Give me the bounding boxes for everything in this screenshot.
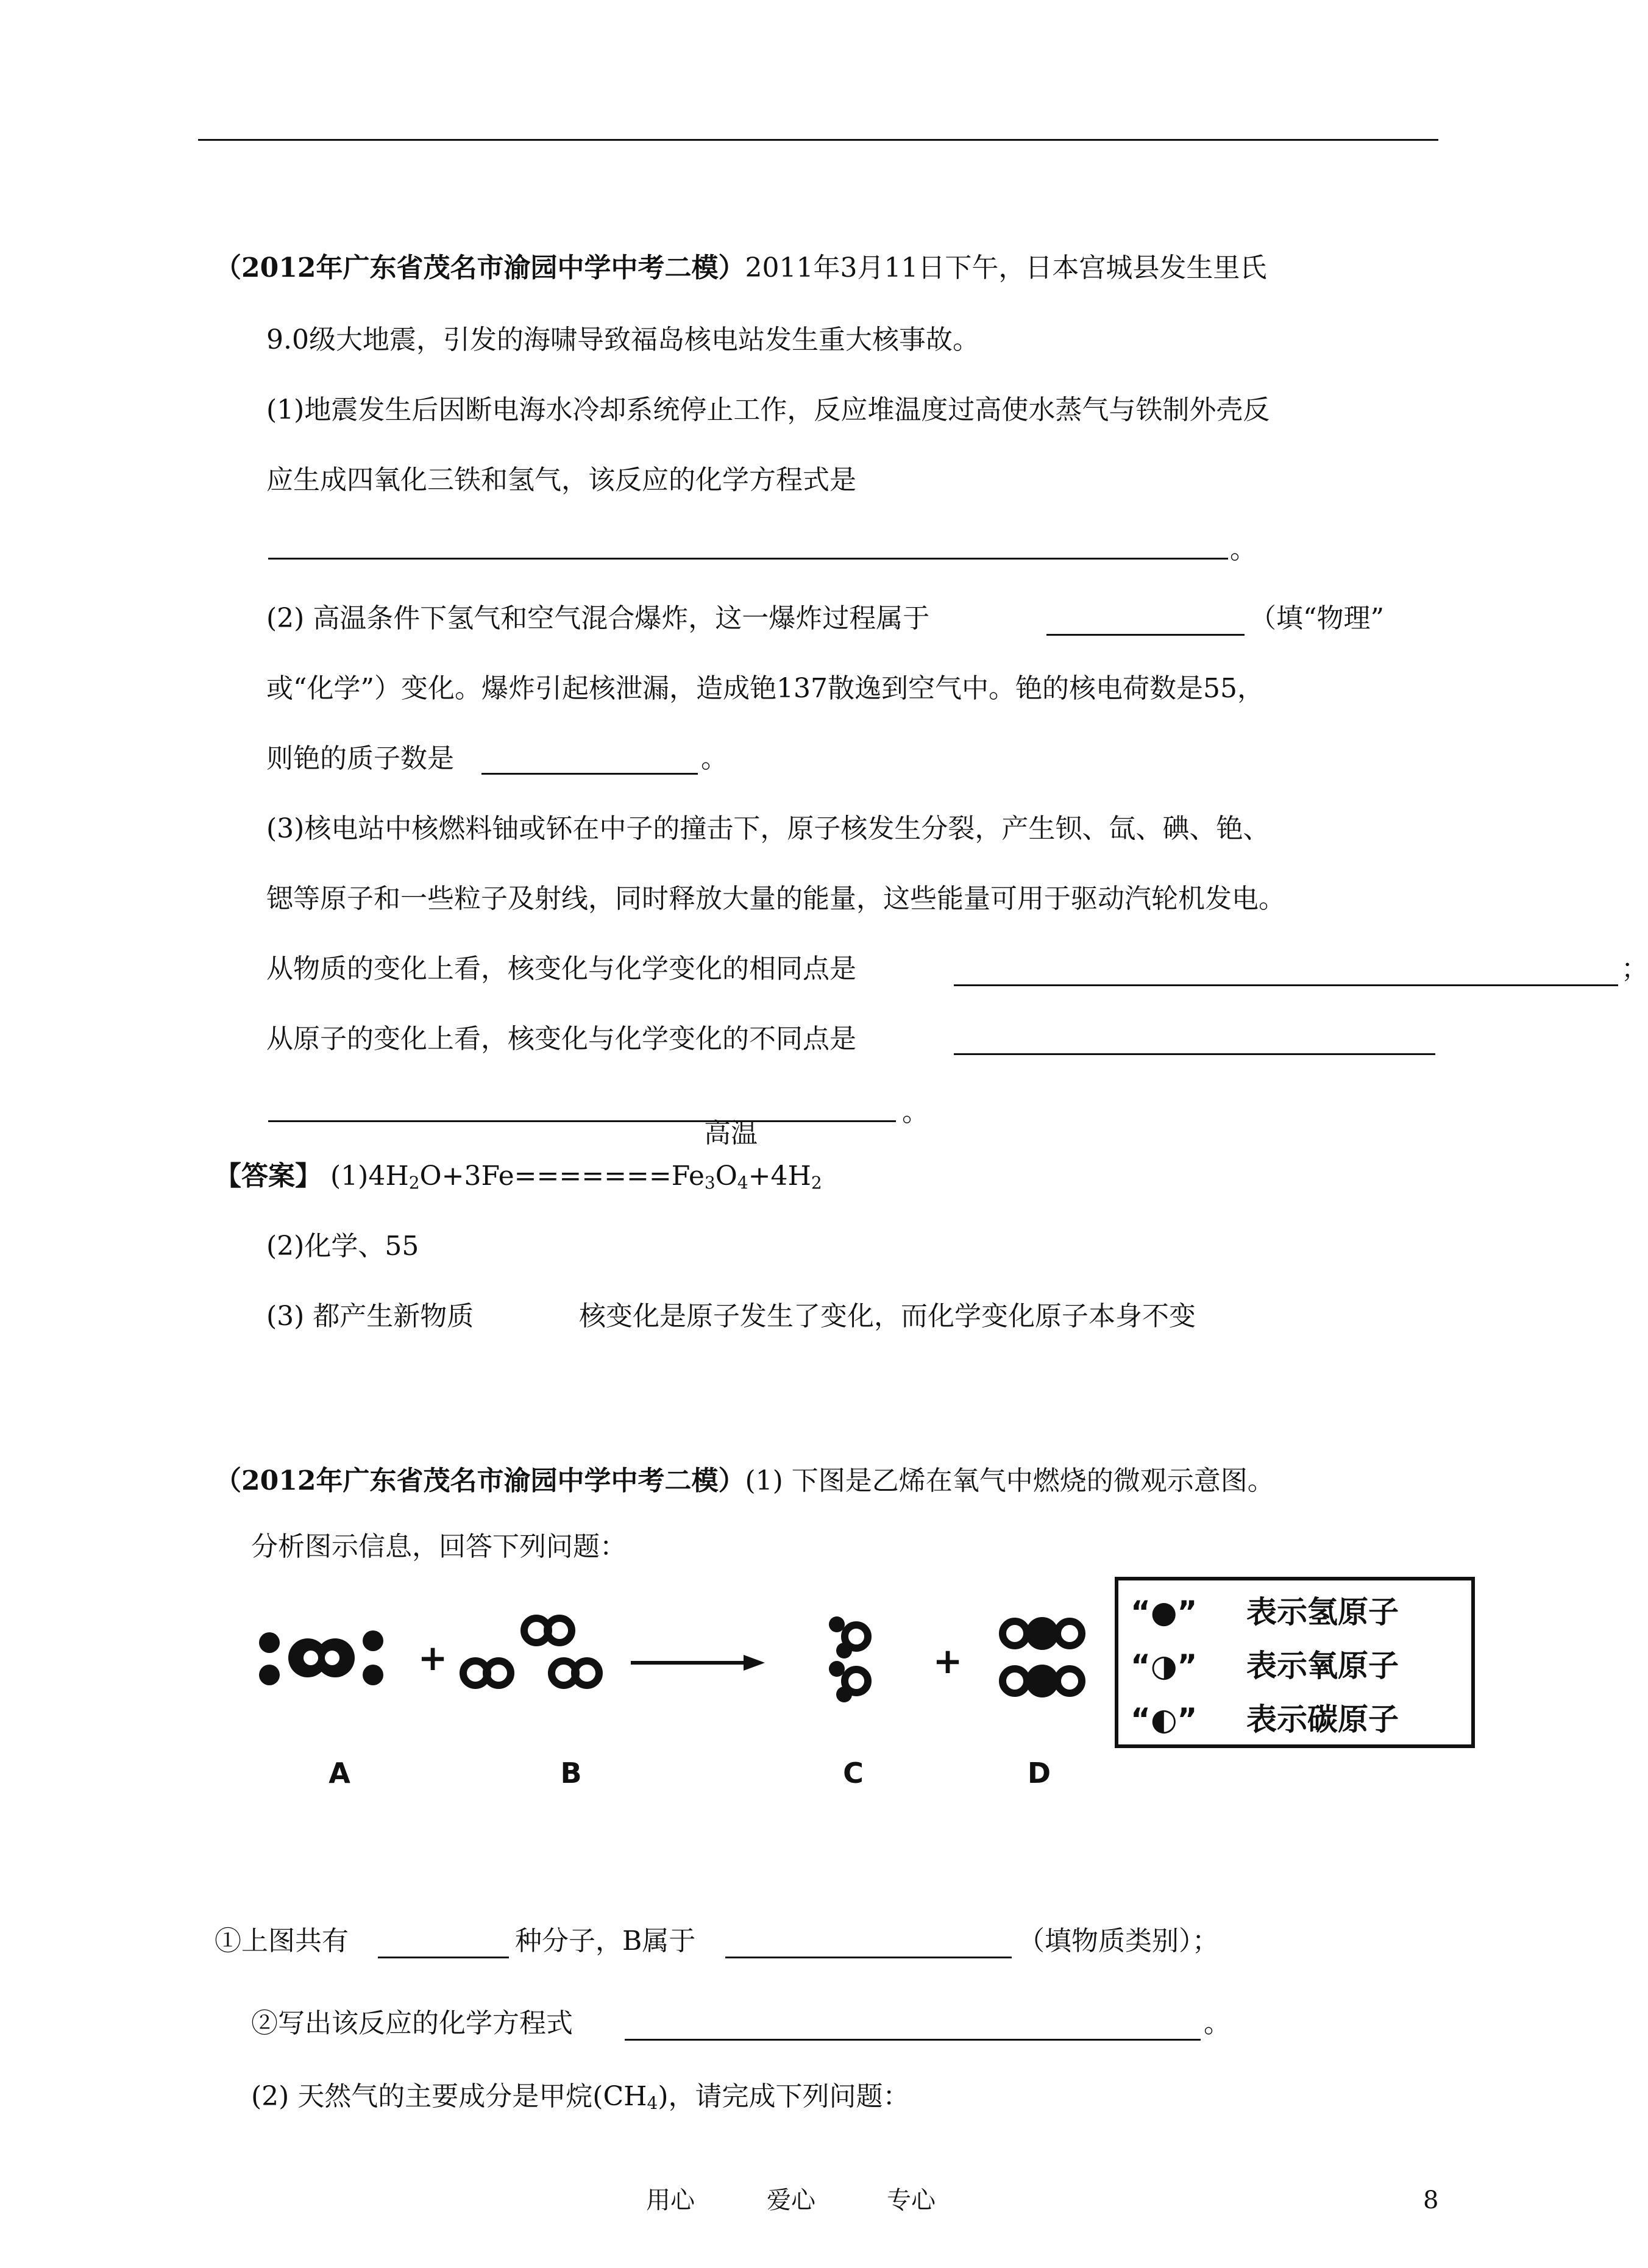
legend-oxygen-text: 表示氧原子 <box>1246 1648 1399 1683</box>
q1-p2-line3b: 。 <box>701 743 728 774</box>
molecule-b-icon <box>463 1618 599 1685</box>
q2-line1 <box>215 1463 1274 1499</box>
q1-p1-line2: 应生成四氧化三铁和氢气，该反应的化学方程式是 <box>266 464 856 496</box>
legend-hydrogen-text: 表示氢原子 <box>1246 1594 1399 1630</box>
plus-sign-2: + <box>932 1640 963 1682</box>
q1-source: （2012年广东省茂名市渝园中学中考二模） <box>215 252 745 283</box>
q1-intro-line1: 2011年3月11日下午，日本宫城县发生里氏 <box>745 252 1267 283</box>
legend-carbon-symbol: “◐” <box>1131 1702 1198 1737</box>
footer-item-2: 爱心 <box>767 2186 815 2214</box>
q1-p2-blank1 <box>1046 634 1245 636</box>
q1-p3-line5-end: 。 <box>902 1097 929 1128</box>
q1-p3-line3a: 从物质的变化上看，核变化与化学变化的相同点是 <box>266 953 856 984</box>
q1-p1-line1: (1)地震发生后因断电海水冷却系统停止工作，反应堆温度过高使水蒸气与铁制外壳反 <box>266 394 1270 425</box>
footer-item-3: 专心 <box>887 2186 936 2214</box>
molecule-a-icon <box>259 1630 383 1685</box>
q1-p3-blank1 <box>954 984 1618 986</box>
q1-p3-blank2 <box>954 1053 1435 1055</box>
q1-p3-line1: (3)核电站中核燃料铀或钚在中子的撞击下，原子核发生分裂，产生钡、氙、碘、铯、 <box>266 813 1270 844</box>
q2-s1a: ①上图共有 <box>215 1925 349 1957</box>
ethylene-combustion-diagram <box>244 1573 1475 1804</box>
q2-s2a: ②写出该反应的化学方程式 <box>251 2008 573 2039</box>
q1-intro-line2: 9.0级大地震，引发的海啸导致福岛核电站发生重大核事故。 <box>266 324 979 355</box>
q2-s3: (2) 天然气的主要成分是甲烷$(CH_4)$，请完成下列问题： <box>251 2081 910 2113</box>
answer-2: (2)化学、55 <box>266 1231 419 1262</box>
q2-s1-blank1 <box>378 1957 509 1958</box>
answer-3b: 核变化是原子发生了变化，而化学变化原子本身不变 <box>579 1301 1196 1332</box>
reaction-arrow-icon <box>631 1655 765 1671</box>
q2-s1-blank2 <box>725 1957 1012 1958</box>
q2-s2b: 。 <box>1204 2008 1231 2039</box>
q1-p3-blank3 <box>268 1120 896 1122</box>
q1-p3-line3b: ； <box>1621 953 1648 984</box>
q1-p2-blank2 <box>481 773 698 775</box>
legend-carbon-text: 表示碳原子 <box>1246 1702 1399 1737</box>
q1-p2-line1a: (2) 高温条件下氢气和空气混合爆炸，这一爆炸过程属于 <box>266 603 930 634</box>
page-number: 8 <box>1423 2186 1439 2214</box>
label-c: C <box>843 1757 864 1790</box>
label-d: D <box>1027 1757 1051 1790</box>
molecule-c-icon <box>829 1616 868 1702</box>
label-b: B <box>560 1757 582 1790</box>
q2-intro: (1) 下图是乙烯在氧气中燃烧的微观示意图。 <box>745 1465 1274 1496</box>
q2-source: （2012年广东省茂名市渝园中学中考二模） <box>215 1465 745 1496</box>
q1-p2-line2: 或“化学”）变化。爆炸引起核泄漏，造成铯137散逸到空气中。铯的核电荷数是55， <box>266 673 1264 704</box>
q1-p1-answer-blank <box>268 558 1228 560</box>
q1-line1 <box>215 250 1266 286</box>
footer-item-1: 用心 <box>646 2186 695 2214</box>
q2-s2-blank <box>625 2039 1201 2041</box>
answer-equation: $(1)4H_2O+3Fe=======Fe_3O_4+4H_2$ <box>330 1161 822 1193</box>
answer-condition: 高温 <box>704 1118 758 1149</box>
answer-3a: (3) 都产生新物质 <box>266 1301 474 1332</box>
q1-p2-line1b: （填“物理” <box>1249 603 1384 634</box>
q1-p3-line4: 从原子的变化上看，核变化与化学变化的不同点是 <box>266 1023 856 1054</box>
header-rule <box>198 139 1438 141</box>
plus-sign-1: + <box>417 1637 448 1679</box>
legend-hydrogen-symbol: “●” <box>1131 1594 1198 1630</box>
q1-p3-line2: 锶等原子和一些粒子及射线，同时释放大量的能量，这些能量可用于驱动汽轮机发电。 <box>266 883 1285 914</box>
q2-line2: 分析图示信息，回答下列问题： <box>251 1531 627 1562</box>
q2-s1b: 种分子，B属于 <box>515 1925 696 1957</box>
answer-line1 <box>215 1158 822 1195</box>
label-a: A <box>329 1757 350 1790</box>
q1-p2-line3a: 则铯的质子数是 <box>266 743 454 774</box>
legend-oxygen-symbol: “◑” <box>1131 1648 1198 1683</box>
q2-s1c: （填物质类别）； <box>1018 1925 1219 1957</box>
molecule-d-icon <box>1003 1617 1082 1697</box>
q1-p1-end: 。 <box>1230 534 1257 565</box>
answer-label: 【答案】 <box>215 1161 322 1192</box>
